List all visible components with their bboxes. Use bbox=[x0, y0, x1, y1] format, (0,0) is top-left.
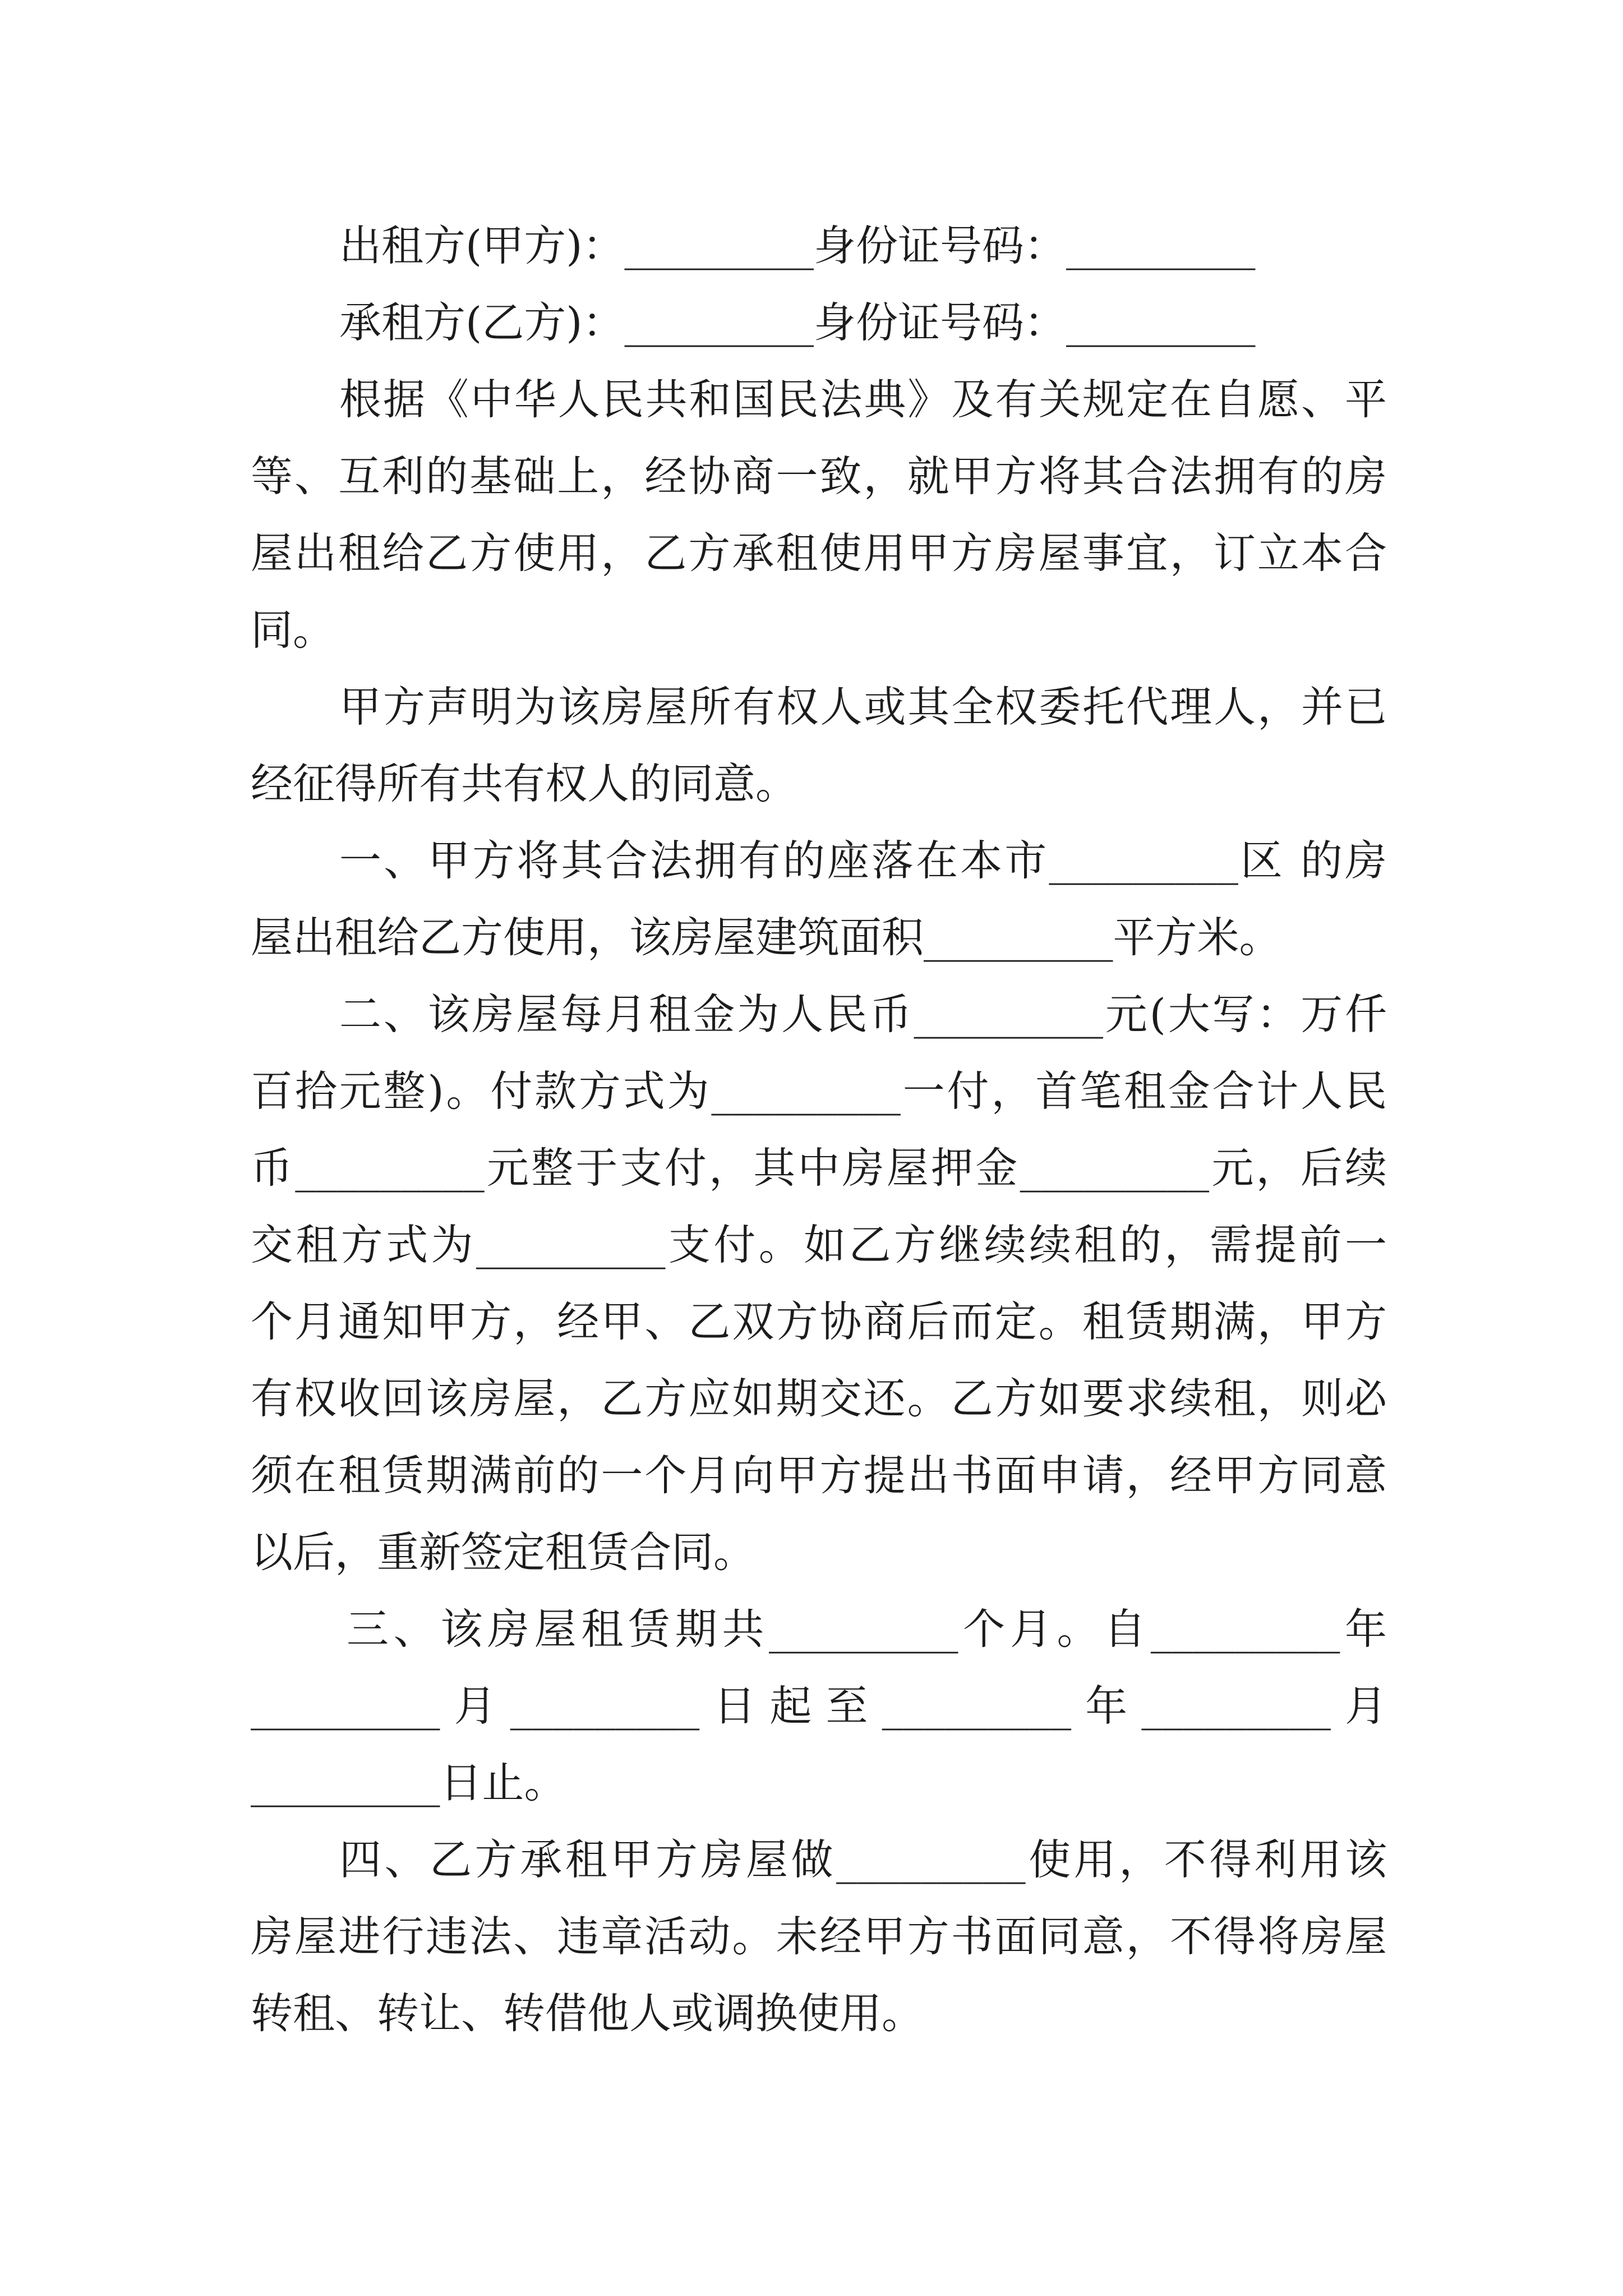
lessor-line: 出租方(甲方)：_________身份证号码：_________ bbox=[339, 221, 1256, 270]
clause-4-paragraph bbox=[251, 1821, 1387, 2052]
preamble-paragraph bbox=[251, 361, 1387, 669]
paragraph-line: 根据《中华人民共和国民法典》及有关规定在自愿、平 bbox=[339, 375, 1387, 424]
paragraph-line: 等、互利的基础上，经协商一致，就甲方将其合法拥有的房 bbox=[251, 452, 1387, 501]
lessor-info bbox=[251, 208, 1387, 284]
paragraph-line: 三、该房屋租赁期共_________个月。自_________年 bbox=[347, 1604, 1387, 1654]
clause-2-paragraph bbox=[251, 976, 1387, 1591]
paragraph-line: 四、乙方承租甲方房屋做_________使用，不得利用该 bbox=[339, 1835, 1387, 1884]
paragraph-line: 有权收回该房屋，乙方应如期交还。乙方如要求续租，则必 bbox=[251, 1374, 1387, 1423]
paragraph-line: 二、该房屋每月租金为人民币_________元(大写：万仟 bbox=[339, 990, 1387, 1039]
paragraph-line: 一、甲方将其合法拥有的座落在本市_________区 的房 bbox=[339, 836, 1387, 885]
paragraph-line: 甲方声明为该房屋所有权人或其全权委托代理人，并已 bbox=[339, 682, 1387, 731]
paragraph-line: 房屋进行违法、违章活动。未经甲方书面同意，不得将房屋 bbox=[251, 1912, 1387, 1961]
paragraph-line: 同。 bbox=[251, 605, 335, 655]
paragraph-line: 百拾元整)。付款方式为_________一付，首笔租金合计人民 bbox=[251, 1066, 1387, 1116]
paragraph-line: 币_________元整于支付，其中房屋押金_________元，后续 bbox=[251, 1143, 1387, 1193]
paragraph-line: 转租、转让、转借他人或调换使用。 bbox=[251, 1989, 924, 2038]
paragraph-line: 屋出租给乙方使用，乙方承租使用甲方房屋事宜，订立本合 bbox=[251, 528, 1387, 578]
paragraph-line: 经征得所有共有权人的同意。 bbox=[251, 759, 798, 808]
lessee-info bbox=[251, 284, 1387, 361]
clause-3-paragraph bbox=[251, 1591, 1387, 1821]
paragraph-line: 交租方式为_________支付。如乙方继续续租的，需提前一 bbox=[251, 1220, 1387, 1269]
paragraph-line: _________日止。 bbox=[251, 1758, 566, 1807]
paragraph-line: 以后，重新签定租赁合同。 bbox=[251, 1527, 756, 1577]
lessee-line: 承租方(乙方)：_________身份证号码：_________ bbox=[339, 298, 1256, 347]
paragraph-line: _________月_________日起至_________年_________月 bbox=[251, 1681, 1387, 1731]
paragraph-line: 屋出租给乙方使用，该房屋建筑面积_________平方米。 bbox=[251, 913, 1281, 962]
contract-body bbox=[251, 208, 1387, 2052]
clause-1-paragraph bbox=[251, 822, 1387, 976]
paragraph-line: 须在租赁期满前的一个月向甲方提出书面申请，经甲方同意 bbox=[251, 1451, 1387, 1500]
declaration-paragraph bbox=[251, 669, 1387, 822]
paragraph-line: 个月通知甲方，经甲、乙双方协商后而定。租赁期满，甲方 bbox=[251, 1297, 1387, 1346]
